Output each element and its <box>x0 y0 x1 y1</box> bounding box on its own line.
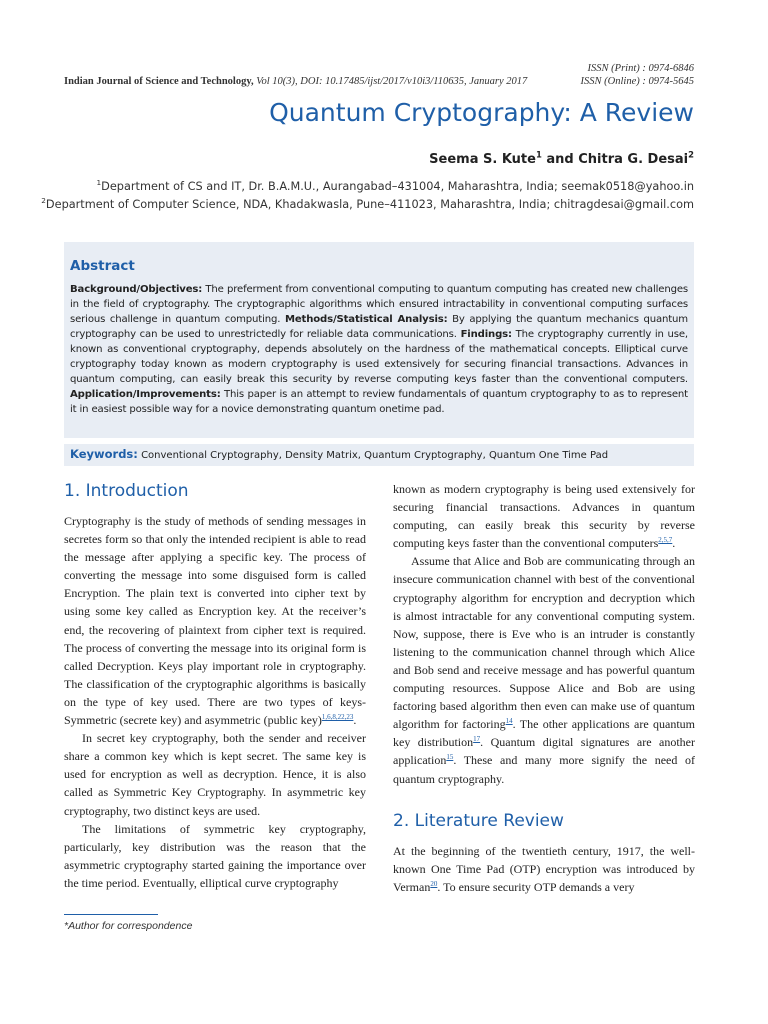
intro-p4-c: . Quantum digital signatures are another application <box>393 735 695 768</box>
section-1-heading: 1. Introduction <box>64 481 189 501</box>
intro-p3-cont-text: known as modern cryptography is being used extensively for securing financial transactions. Advances in quantum computing, can easily break this security by reverse computing keys faster than the conventional computers <box>393 482 695 551</box>
journal-name: Indian Journal of Science and Technology, <box>64 76 254 87</box>
affiliation-1-sup: 1 <box>96 178 102 188</box>
abstract-text <box>70 282 688 417</box>
intro-p3-end: . <box>672 536 676 551</box>
intro-p1-text: Cryptography is the study of methods of sending messages in secretes form so that only the intended recipient is able to read the message after applying a specific key. The process of converting the message into some disguised form is called Encryption. The plain text is converted into cipher text by using some key called as Encryption key. At the receiver’s end, the recovering of plaintext from cipher text is required. The process of converting the message into its original form is called Decryption. Keys play important role in cryptography. The classification of the cryptographic algorithms is basically on the type of key used. There are two types of keys-Symmetric (secrete key) and asymmetric (public key) <box>64 514 366 728</box>
literature-paragraph-1 <box>393 842 695 896</box>
author-line <box>429 149 694 167</box>
journal-header <box>64 62 694 92</box>
abstract-bg-label: Background/Objectives: <box>70 284 203 295</box>
left-column <box>64 480 366 892</box>
intro-p4-d: . These and many more signify the need of quantum cryptography. <box>393 753 695 786</box>
right-column <box>393 480 695 896</box>
issn-block <box>581 62 694 88</box>
abstract-findings-text: The cryptography currently in use, known as conventional cryptography, depends absolutely on the hardness of the mathematical concepts. Elliptical curve cryptography today known as modern cryptography is used extensively for securing financial transactions. Advances in quantum computing, can easily break this security by reverse computing keys faster than the conventional computers. <box>70 329 688 385</box>
citation-link[interactable]: 2,5,7 <box>658 536 673 545</box>
citation-link[interactable]: 15 <box>446 753 454 762</box>
affiliation-2-text: Department of Computer Science, NDA, Khadakwasla, Pune–411023, Maharashtra, India; chitragdesai@gmail.com <box>45 198 694 211</box>
journal-citation <box>64 76 527 87</box>
intro-p4-b: . The other applications are quantum key distribution <box>393 717 695 750</box>
affiliation-1-text: Department of CS and IT, Dr. B.A.M.U., Aurangabad–431004, Maharashtra, India; seemak0518@yahoo.in <box>101 180 694 193</box>
affiliation-2 <box>41 198 694 211</box>
intro-paragraph-3: The limitations of symmetric key cryptography, particularly, key distribution was the reason that the asymmetric cryptography started gaining the importance over the time period. Eventually, elliptical curve cryptography <box>64 821 366 890</box>
citation-link[interactable]: 20 <box>430 879 438 888</box>
abstract-methods-label: Methods/Statistical Analysis: <box>284 314 448 325</box>
abstract-methods-text: By applying the quantum mechanics quantum cryptography can be used to unrestrictedly for reliable data communications. <box>70 314 688 340</box>
paper-title: Quantum Cryptography: A Review <box>269 98 694 127</box>
lit-p1-a: At the beginning of the twentieth century, 1917, the well-known One Time Pad (OTP) encryption was introduced by Verman <box>393 843 695 894</box>
abstract-box <box>64 242 694 438</box>
citation-link[interactable]: 17 <box>473 735 481 744</box>
intro-paragraph-1 <box>64 512 366 729</box>
author-conjunction: and <box>541 152 579 167</box>
author-1-sup: 1 <box>535 149 542 160</box>
lit-p1-b: . To ensure security OTP demands a very <box>437 879 635 894</box>
abstract-app-text: This paper is an attempt to review fundamentals of quantum cryptography to as to represent it in easiest possible way for a novice demonstrating quantum onetime pad. <box>70 389 688 415</box>
intro-p1-end: . <box>353 713 357 728</box>
intro-paragraph-2: In secret key cryptography, both the sender and receiver share a common key which is kept secret. The same key is used for encryption as well as decryption. Hence, it is also called as Symmetric Key Cryptography. In asymmetric key cryptography, two distinct keys are used. <box>64 731 366 818</box>
author-2-sup: 2 <box>688 149 694 160</box>
keywords-bar <box>64 444 694 466</box>
section-2-heading: 2. Literature Review <box>393 810 564 831</box>
abstract-findings-label: Findings: <box>460 329 512 340</box>
keywords-label: Keywords: <box>70 447 138 461</box>
keywords-text: Conventional Cryptography, Density Matrix, Quantum Cryptography, Quantum One Time Pad <box>137 450 609 461</box>
abstract-bg-text: The preferment from conventional computing to quantum computing has created new challenges in the field of cryptography. The cryptographic algorithms which ensured intractability in conventional computing surfaces serious challenge in quantum computing. <box>70 284 688 325</box>
footnote-divider <box>64 914 158 915</box>
affiliation-1 <box>96 180 694 193</box>
author-2: Chitra G. Desai <box>578 152 689 167</box>
author-1: Seema S. Kute <box>429 152 536 167</box>
intro-paragraph-3-continued <box>393 480 695 552</box>
footnote: *Author for correspondence <box>64 920 193 932</box>
citation-link[interactable]: 1,6,8,22,23 <box>321 713 354 722</box>
journal-details: Vol 10(3), DOI: 10.17485/ijst/2017/v10i3/110635, January 2017 <box>256 76 528 87</box>
abstract-app-label: Application/Improvements: <box>70 389 221 400</box>
issn-online: ISSN (Online) : 0974-5645 <box>580 76 694 87</box>
intro-paragraph-4 <box>393 552 695 787</box>
intro-p4-a: Assume that Alice and Bob are communicating through an insecure communication channel with best of the conventional cryptography algorithm for encryption and decryption which is almost intractable for any conventional computing system. Now, suppose, there is Eve who is an intruder is constantly listening to the communication channel through which Alice and Bob send and receive message and has powerful quantum computing resources. Suppose Alice and Bob are using factoring based algorithm then even can make use of quantum algorithm for factoring <box>393 554 695 732</box>
citation-link[interactable]: 14 <box>505 717 513 726</box>
abstract-heading: Abstract <box>70 258 135 274</box>
affiliation-2-sup: 2 <box>41 196 46 206</box>
issn-print: ISSN (Print) : 0974-6846 <box>587 63 694 74</box>
